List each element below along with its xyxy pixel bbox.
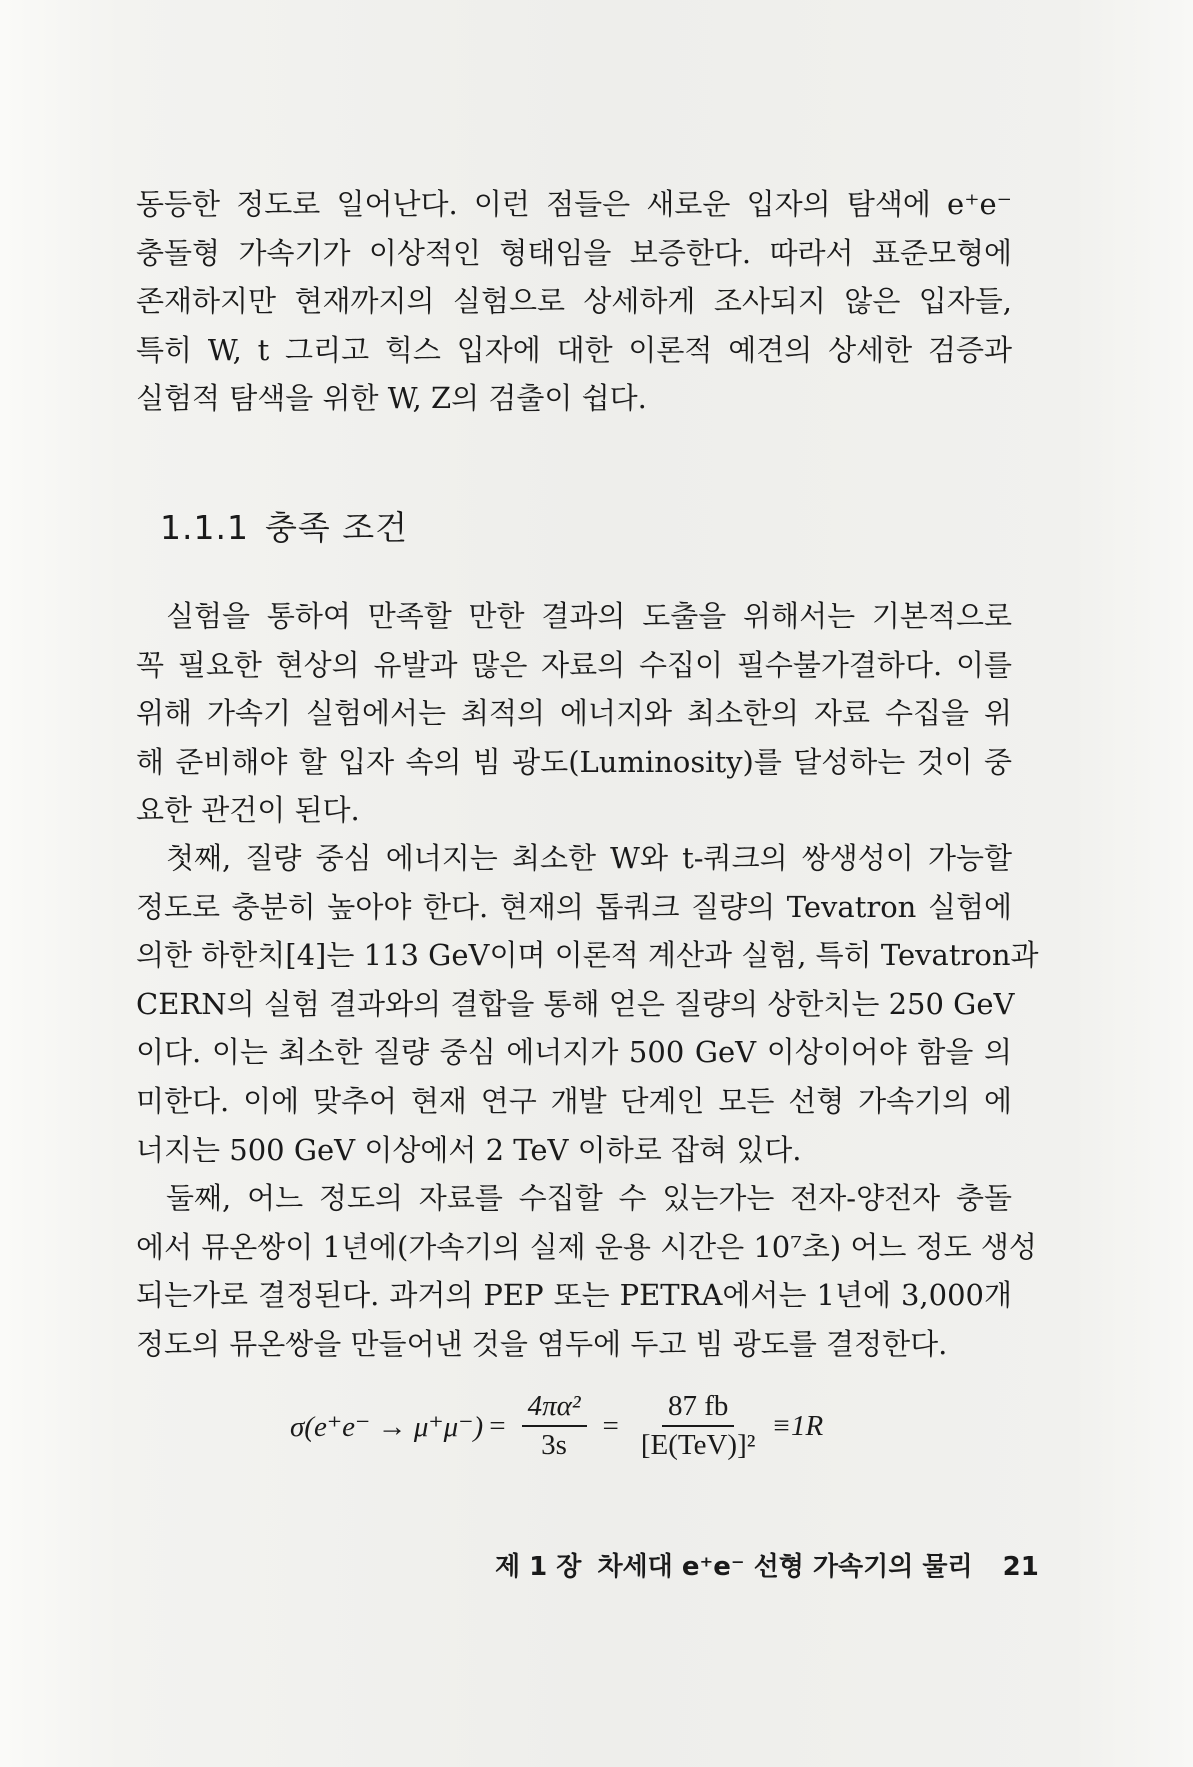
fraction-alpha <box>522 1390 587 1462</box>
text-line: 해 준비해야 할 입자 속의 빔 광도(Luminosity)를 달성하는 것이 중 <box>136 744 1012 779</box>
section-number: 1.1.1 <box>160 508 249 547</box>
text-line: 특히 W, t 그리고 힉스 입자에 대한 이론적 예견의 상세한 검증과 <box>136 332 1012 367</box>
equation-equals: = <box>489 1409 506 1442</box>
text-line: 요한 관건이 된다. <box>136 793 360 828</box>
page-number: 21 <box>1002 1552 1039 1582</box>
footer-title: 차세대 e⁺e⁻ 선형 가속기의 물리 <box>597 1552 973 1582</box>
paragraph-second <box>136 1174 1037 1368</box>
paragraph-intro <box>136 180 1012 423</box>
paragraph-requirements <box>136 592 1012 835</box>
text-line: 정도의 뮤온쌍을 만들어낸 것을 염두에 두고 빔 광도를 결정한다. <box>136 1326 948 1361</box>
fraction-numerator: 87 fb <box>662 1390 734 1427</box>
fraction-energy <box>635 1390 762 1462</box>
text-line: 실험적 탐색을 위한 W, Z의 검출이 쉽다. <box>136 381 647 416</box>
equation-rhs: ≡1R <box>771 1409 824 1442</box>
text-line: 꼭 필요한 현상의 유발과 많은 자료의 수집이 필수불가결하다. 이를 <box>136 647 1012 682</box>
text-line: CERN의 실험 결과와의 결합을 통해 얻은 질량의 상한치는 250 GeV <box>136 986 1015 1021</box>
text-line: 동등한 정도로 일어난다. 이런 점들은 새로운 입자의 탐색에 e⁺e⁻ <box>136 187 1012 221</box>
fraction-denominator: 3s <box>541 1429 567 1461</box>
text-line: 되는가로 결정된다. 과거의 PEP 또는 PETRA에서는 1년에 3,000개 <box>136 1278 1012 1313</box>
text-line: 충돌형 가속기가 이상적인 형태임을 보증한다. 따라서 표준모형에 <box>136 235 1012 270</box>
paragraph-first <box>136 834 1039 1174</box>
text-line: 에서 뮤온쌍이 1년에(가속기의 실제 운용 시간은 10⁷초) 어느 정도 생성 <box>136 1229 1037 1264</box>
text-line: 존재하지만 현재까지의 실험으로 상세하게 조사되지 않은 입자들, <box>136 284 1012 319</box>
fraction-denominator: [E(TeV)]² <box>640 1429 756 1461</box>
text-line: 너지는 500 GeV 이상에서 2 TeV 이하로 잡혀 있다. <box>136 1132 802 1167</box>
text-line: 의한 하한치[4]는 113 GeV이며 이론적 계산과 실험, 특히 Tevatron과 <box>136 938 1039 973</box>
text-line: 미한다. 이에 맞추어 현재 연구 개발 단계인 모든 선형 가속기의 에 <box>136 1083 1012 1118</box>
footer-chapter: 제 1 장 <box>495 1552 582 1582</box>
text-line: 첫째, 질량 중심 에너지는 최소한 W와 t-쿼크의 쌍생성이 가능할 <box>166 841 1012 875</box>
equation-equals: = <box>602 1409 619 1442</box>
text-line: 실험을 통하여 만족할 만한 결과의 도출을 위해서는 기본적으로 <box>166 599 1012 633</box>
text-line: 위해 가속기 실험에서는 최적의 에너지와 최소한의 자료 수집을 위 <box>136 696 1012 731</box>
section-heading <box>160 502 408 549</box>
equation-lhs: σ(e⁺e⁻ → μ⁺μ⁻) <box>290 1410 484 1443</box>
cross-section-equation <box>290 1390 823 1462</box>
text-line: 정도로 충분히 높아야 한다. 현재의 톱쿼크 질량의 Tevatron 실험에 <box>136 889 1012 924</box>
fraction-numerator: 4πα² <box>522 1390 587 1427</box>
text-line: 둘째, 어느 정도의 자료를 수집할 수 있는가는 전자-양전자 충돌 <box>166 1181 1012 1215</box>
page-footer <box>495 1546 1039 1583</box>
section-title: 충족 조건 <box>264 508 408 547</box>
text-line: 이다. 이는 최소한 질량 중심 에너지가 500 GeV 이상이어야 함을 의 <box>136 1035 1012 1070</box>
